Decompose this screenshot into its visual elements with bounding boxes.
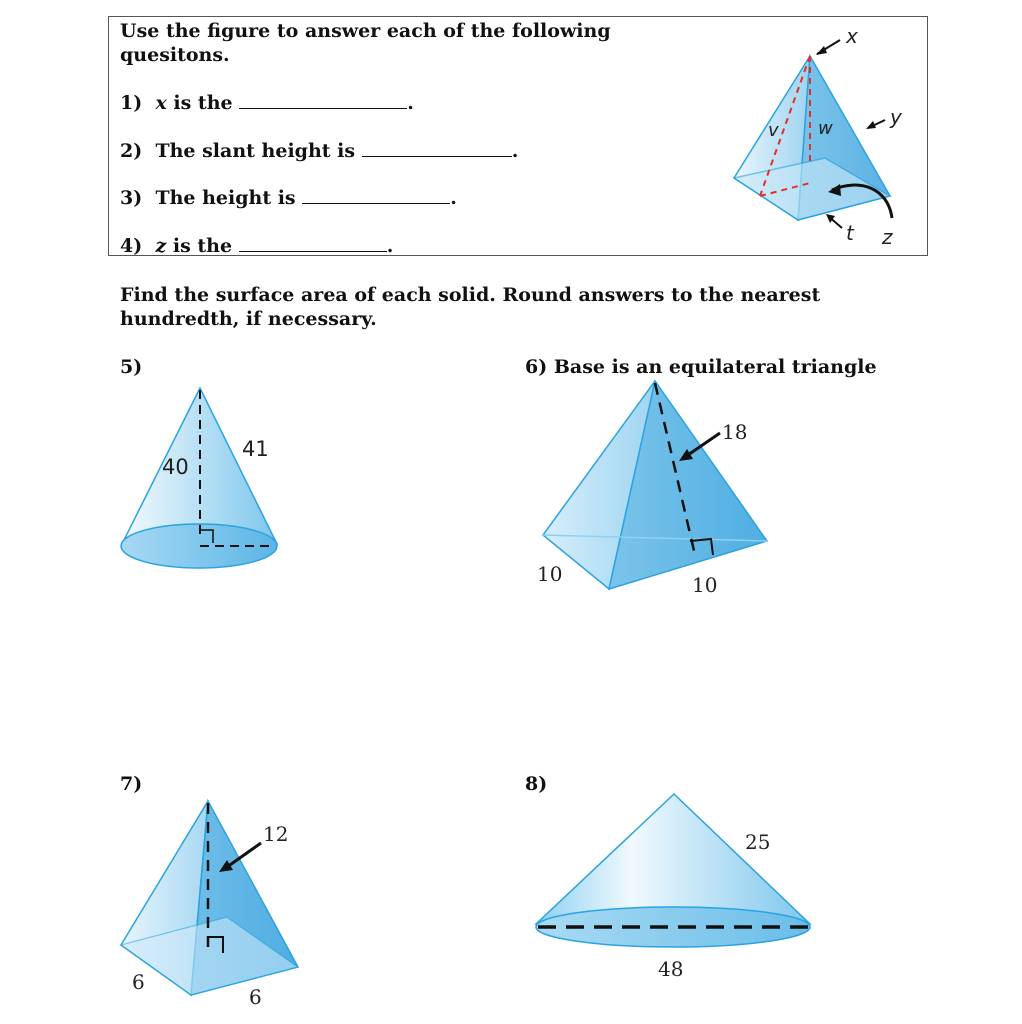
problem-7-number: 7) [120, 773, 143, 795]
question-1: 1) x is the . [120, 92, 414, 114]
problem-5-number: 5) [120, 356, 143, 378]
instructions-line-1: Find the surface area of each solid. Round answers to the nearest [120, 284, 821, 306]
answer-blank-3[interactable] [302, 185, 450, 204]
question-2: 2) The slant height is . [120, 140, 519, 162]
x-arrow-head [816, 46, 827, 55]
reference-pyramid [720, 18, 925, 254]
problem-6-pyramid [535, 375, 775, 595]
problem-8-number: 8) [525, 773, 548, 795]
intro-line-2: quesitons. [120, 44, 230, 66]
question-3: 3) The height is . [120, 187, 457, 209]
answer-blank-2[interactable] [362, 138, 512, 157]
problem-6-title: 6) Base is an equilateral triangle [525, 356, 877, 378]
y-arrow-head [866, 121, 876, 129]
problem-6-slant-label: 18 [722, 420, 748, 444]
label-w: w [818, 118, 833, 139]
problem-6-side-right-label: 10 [692, 573, 718, 597]
label-z: z [882, 225, 893, 249]
label-v: v [768, 120, 779, 141]
intro-line-1: Use the figure to answer each of the following [120, 20, 611, 42]
problem-5-cone [115, 380, 290, 580]
problem-8-slant-label: 25 [745, 830, 771, 854]
question-4: 4) z is the . [120, 235, 394, 257]
label-x: x [846, 24, 858, 48]
problem-8-cone [530, 790, 820, 955]
answer-blank-1[interactable] [239, 90, 407, 109]
problem-7-side-left-label: 6 [132, 970, 145, 994]
answer-blank-4[interactable] [239, 233, 387, 252]
problem-5-height-label: 40 [162, 455, 189, 479]
problem-5-slant-label: 41 [242, 437, 269, 461]
label-y: y [890, 105, 902, 129]
problem-6-side-left-label: 10 [537, 562, 563, 586]
problem-7-side-right-label: 6 [249, 985, 262, 1009]
cone-8-side [536, 794, 810, 924]
instructions-line-2: hundredth, if necessary. [120, 308, 377, 330]
problem-7-slant-label: 12 [263, 822, 289, 846]
label-t: t [846, 221, 854, 245]
problem-8-diameter-label: 48 [658, 957, 684, 981]
